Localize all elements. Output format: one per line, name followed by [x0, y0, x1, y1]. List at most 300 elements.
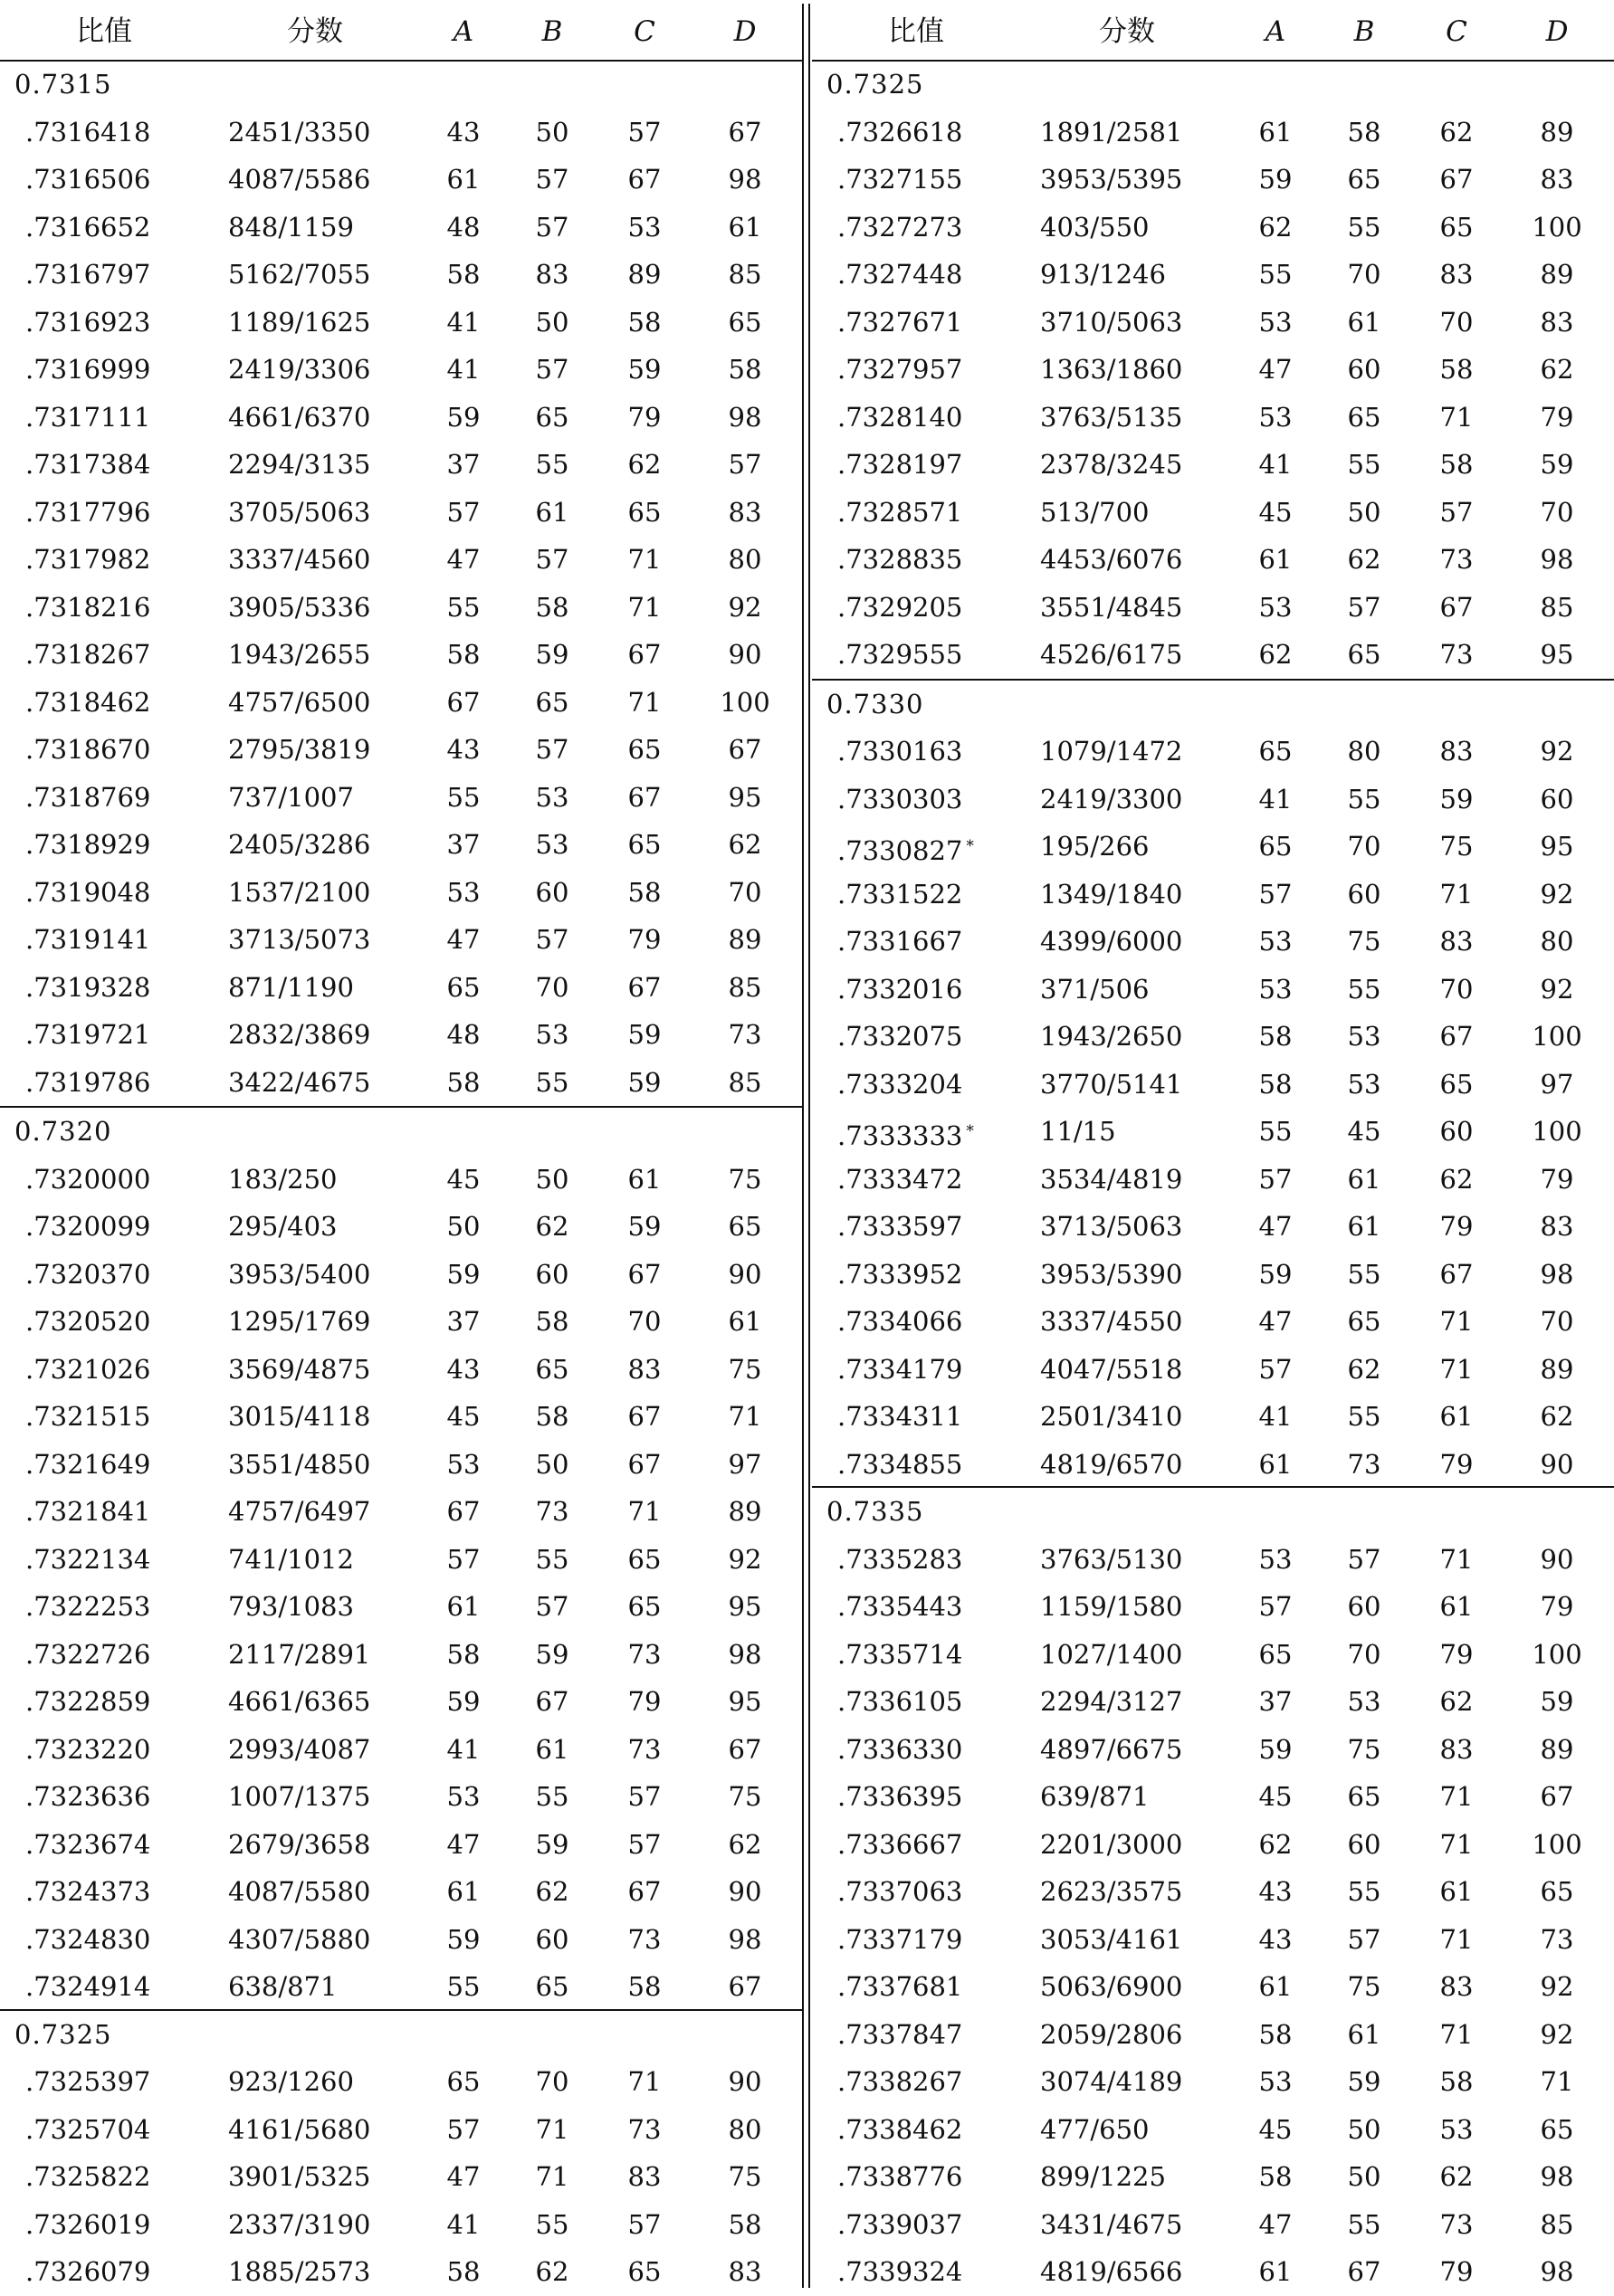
fraction-cell: 1295/1769	[228, 1306, 371, 1337]
b-cell: 55	[1347, 211, 1381, 243]
c-cell: 70	[1439, 306, 1474, 338]
c-cell: 65	[627, 1591, 662, 1622]
c-cell: 83	[1439, 1971, 1474, 2002]
table-row	[0, 1298, 802, 1346]
a-cell: 45	[446, 1163, 481, 1195]
header-b: B	[541, 15, 563, 48]
c-cell: 53	[627, 211, 662, 243]
ratio-cell: .7324830	[25, 1923, 151, 1955]
section-title: 0.7325	[14, 2018, 112, 2050]
c-cell: 65	[1439, 211, 1474, 243]
fraction-cell: 4087/5586	[228, 164, 371, 195]
c-cell: 83	[1439, 926, 1474, 957]
fraction-cell: 2419/3300	[1040, 783, 1183, 815]
b-cell: 65	[1347, 1781, 1381, 1812]
ratio-cell: .7323220	[25, 1733, 151, 1765]
d-cell: 89	[1540, 259, 1574, 290]
fraction-cell: 1943/2650	[1040, 1021, 1183, 1052]
b-cell: 50	[535, 116, 569, 148]
table-row	[812, 1726, 1614, 1774]
ratio-cell: .7326079	[25, 2256, 151, 2287]
c-cell: 71	[627, 1496, 662, 1527]
table-row	[0, 916, 802, 964]
a-cell: 58	[446, 2256, 481, 2287]
d-cell: 61	[728, 1306, 762, 1337]
b-cell: 55	[1347, 1401, 1381, 1432]
table-row	[0, 346, 802, 394]
c-cell: 57	[1439, 496, 1474, 528]
table-row	[0, 1963, 802, 2011]
table-row	[0, 774, 802, 822]
a-cell: 37	[446, 449, 481, 480]
ratio-cell: .7319141	[25, 924, 151, 955]
d-cell: 70	[1540, 496, 1574, 528]
c-cell: 71	[1439, 1923, 1474, 1955]
c-cell: 53	[1439, 2113, 1474, 2145]
table-header	[0, 4, 802, 62]
b-cell: 53	[1347, 1686, 1381, 1717]
ratio-cell: .7330163	[837, 736, 963, 767]
a-cell: 58	[1258, 1021, 1293, 1052]
b-cell: 65	[535, 686, 569, 718]
table-row	[812, 346, 1614, 394]
ratio-cell: .7316999	[25, 354, 151, 385]
b-cell: 61	[1347, 1211, 1381, 1242]
a-cell: 65	[1258, 1638, 1293, 1670]
table-row	[812, 2011, 1614, 2059]
table-row	[812, 251, 1614, 299]
c-cell: 73	[627, 2113, 662, 2145]
fraction-cell: 2419/3306	[228, 354, 371, 385]
ratio-cell: .7337063	[837, 1876, 963, 1907]
ratio-cell: .7328835	[837, 544, 963, 575]
footnote-mark: *	[966, 1122, 974, 1140]
ratio-cell: .7327957	[837, 354, 963, 385]
header-c: C	[634, 15, 655, 48]
b-cell: 61	[1347, 1163, 1381, 1195]
fraction-cell: 3422/4675	[228, 1066, 371, 1098]
fraction-cell: 195/266	[1040, 831, 1150, 862]
ratio-cell: .7325397	[25, 2066, 151, 2097]
b-cell: 62	[535, 1211, 569, 1242]
c-cell: 71	[627, 544, 662, 575]
d-cell: 60	[1540, 783, 1574, 815]
fraction-cell: 3763/5130	[1040, 1543, 1183, 1575]
table-row	[812, 1678, 1614, 1726]
section-group	[812, 679, 1614, 1489]
fraction-cell: 4453/6076	[1040, 544, 1183, 575]
a-cell: 61	[1258, 1971, 1293, 2002]
b-cell: 70	[535, 2066, 569, 2097]
d-cell: 70	[728, 876, 762, 908]
fraction-cell: 183/250	[228, 1163, 338, 1195]
c-cell: 65	[627, 496, 662, 528]
d-cell: 79	[1540, 1163, 1574, 1195]
fraction-cell: 3953/5390	[1040, 1258, 1183, 1290]
a-cell: 61	[1258, 2256, 1293, 2287]
fraction-cell: 371/506	[1040, 973, 1150, 1005]
a-cell: 65	[446, 971, 481, 1003]
b-cell: 53	[535, 1019, 569, 1050]
a-cell: 61	[1258, 544, 1293, 575]
c-cell: 62	[1439, 1163, 1474, 1195]
a-cell: 59	[1258, 164, 1293, 195]
b-cell: 50	[1347, 2113, 1381, 2145]
c-cell: 71	[1439, 1543, 1474, 1575]
c-cell: 70	[1439, 973, 1474, 1005]
b-cell: 80	[1347, 736, 1381, 767]
d-cell: 59	[1540, 449, 1574, 480]
ratio-cell: .7318462	[25, 686, 151, 718]
a-cell: 45	[1258, 496, 1293, 528]
d-cell: 97	[1540, 1068, 1574, 1100]
ratio-cell: .7336667	[837, 1828, 963, 1860]
a-cell: 61	[446, 1876, 481, 1907]
b-cell: 57	[1347, 591, 1381, 623]
d-cell: 90	[728, 2066, 762, 2097]
fraction-cell: 2832/3869	[228, 1019, 371, 1050]
a-cell: 61	[446, 1591, 481, 1622]
c-cell: 83	[627, 2161, 662, 2192]
table-row	[812, 1156, 1614, 1204]
ratio-cell: .7333597	[837, 1211, 963, 1242]
b-cell: 62	[1347, 1353, 1381, 1385]
table-row	[0, 1156, 802, 1204]
b-cell: 70	[535, 971, 569, 1003]
b-cell: 59	[535, 639, 569, 670]
b-cell: 53	[1347, 1021, 1381, 1052]
d-cell: 92	[1540, 1971, 1574, 2002]
c-cell: 58	[1439, 449, 1474, 480]
d-cell: 73	[728, 1019, 762, 1050]
section-group	[0, 2009, 802, 2296]
ratio-cell: .7321649	[25, 1448, 151, 1480]
c-cell: 59	[1439, 783, 1474, 815]
ratio-cell: .7326618	[837, 116, 963, 148]
b-cell: 73	[1347, 1448, 1381, 1480]
fraction-cell: 871/1190	[228, 971, 354, 1003]
a-cell: 53	[446, 1448, 481, 1480]
ratio-cell: .7321515	[25, 1401, 151, 1432]
table-row	[812, 204, 1614, 252]
d-cell: 75	[728, 2161, 762, 2192]
ratio-cell: .7333204	[837, 1068, 963, 1100]
b-cell: 70	[1347, 831, 1381, 862]
table-column-left	[0, 4, 802, 2288]
b-cell: 53	[1347, 1068, 1381, 1100]
table-row	[0, 1441, 802, 1489]
b-cell: 55	[535, 1066, 569, 1098]
c-cell: 65	[627, 829, 662, 860]
c-cell: 58	[627, 1971, 662, 2002]
table-row	[0, 726, 802, 774]
c-cell: 71	[1439, 1306, 1474, 1337]
fraction-cell: 2679/3658	[228, 1828, 371, 1860]
d-cell: 80	[1540, 926, 1574, 957]
b-cell: 45	[1347, 1116, 1381, 1147]
d-cell: 90	[728, 639, 762, 670]
a-cell: 41	[446, 1733, 481, 1765]
d-cell: 95	[1540, 639, 1574, 670]
ratio-cell: .7338776	[837, 2161, 963, 2192]
fraction-cell: 3953/5400	[228, 1258, 371, 1290]
table-row	[0, 1916, 802, 1964]
d-cell: 98	[1540, 2161, 1574, 2192]
a-cell: 65	[1258, 736, 1293, 767]
table-row	[0, 109, 802, 157]
ratio-cell: .7339324	[837, 2256, 963, 2287]
a-cell: 53	[1258, 926, 1293, 957]
c-cell: 73	[627, 1923, 662, 1955]
b-cell: 50	[1347, 496, 1381, 528]
a-cell: 65	[446, 2066, 481, 2097]
ratio-cell: .7318267	[25, 639, 151, 670]
fraction-cell: 1027/1400	[1040, 1638, 1183, 1670]
section-title: 0.7325	[826, 69, 924, 100]
d-cell: 100	[1532, 1021, 1582, 1052]
b-cell: 57	[535, 924, 569, 955]
ratio-cell: .7331522	[837, 878, 963, 910]
table-row	[812, 2153, 1614, 2201]
a-cell: 47	[446, 2161, 481, 2192]
a-cell: 53	[446, 876, 481, 908]
a-cell: 59	[446, 1686, 481, 1717]
b-cell: 61	[1347, 2018, 1381, 2050]
c-cell: 71	[1439, 1828, 1474, 1860]
header-d: D	[1545, 15, 1569, 48]
a-cell: 48	[446, 1019, 481, 1050]
table-row	[0, 1868, 802, 1916]
table-row	[0, 1583, 802, 1631]
a-cell: 47	[1258, 354, 1293, 385]
fraction-cell: 5162/7055	[228, 259, 371, 290]
ratio-cell: .7339037	[837, 2208, 963, 2240]
b-cell: 55	[1347, 449, 1381, 480]
a-cell: 41	[446, 354, 481, 385]
fraction-cell: 4757/6497	[228, 1496, 371, 1527]
c-cell: 67	[1439, 1021, 1474, 1052]
d-cell: 85	[728, 971, 762, 1003]
ratio-cell: .7318670	[25, 734, 151, 765]
b-cell: 55	[535, 1543, 569, 1575]
fraction-cell: 3953/5395	[1040, 164, 1183, 195]
d-cell: 95	[728, 1686, 762, 1717]
table-row	[0, 1678, 802, 1726]
d-cell: 75	[728, 1353, 762, 1385]
table-row	[812, 1821, 1614, 1869]
table-row	[0, 2058, 802, 2106]
table-row	[0, 1773, 802, 1821]
table-row	[812, 1013, 1614, 1061]
table-row	[812, 2201, 1614, 2249]
fraction-cell: 403/550	[1040, 211, 1150, 243]
table-row	[0, 631, 802, 679]
ratio-cell: .7319786	[25, 1066, 151, 1098]
ratio-cell: .7334066	[837, 1306, 963, 1337]
b-cell: 58	[535, 591, 569, 623]
table-row	[812, 1393, 1614, 1441]
c-cell: 79	[627, 1686, 662, 1717]
table-row	[0, 584, 802, 632]
header-fraction: 分数	[1099, 15, 1155, 48]
c-cell: 57	[627, 2208, 662, 2240]
b-cell: 70	[1347, 1638, 1381, 1670]
c-cell: 65	[627, 734, 662, 765]
b-cell: 50	[535, 1448, 569, 1480]
b-cell: 60	[1347, 878, 1381, 910]
fraction-cell: 899/1225	[1040, 2161, 1166, 2192]
a-cell: 62	[1258, 639, 1293, 670]
d-cell: 92	[1540, 878, 1574, 910]
c-cell: 70	[627, 1306, 662, 1337]
fraction-cell: 1885/2573	[228, 2256, 371, 2287]
a-cell: 67	[446, 686, 481, 718]
d-cell: 70	[1540, 1306, 1574, 1337]
section-group	[812, 61, 1614, 679]
d-cell: 89	[1540, 116, 1574, 148]
d-cell: 80	[728, 2113, 762, 2145]
c-cell: 67	[627, 1448, 662, 1480]
c-cell: 65	[1439, 1068, 1474, 1100]
fraction-cell: 1189/1625	[228, 306, 371, 338]
a-cell: 53	[1258, 1543, 1293, 1575]
fraction-cell: 2201/3000	[1040, 1828, 1183, 1860]
a-cell: 45	[1258, 1781, 1293, 1812]
table-row	[0, 156, 802, 204]
ratio-cell: .7316923	[25, 306, 151, 338]
table-row	[812, 1631, 1614, 1679]
ratio-cell: .7333333 *	[837, 1120, 974, 1151]
fraction-cell: 737/1007	[228, 781, 354, 813]
c-cell: 62	[1439, 1686, 1474, 1717]
ratio-cell: .7336330	[837, 1733, 963, 1765]
b-cell: 58	[535, 1401, 569, 1432]
ratio-cell: .7316652	[25, 211, 151, 243]
d-cell: 59	[1540, 1686, 1574, 1717]
d-cell: 98	[728, 1923, 762, 1955]
a-cell: 58	[446, 639, 481, 670]
c-cell: 73	[1439, 544, 1474, 575]
a-cell: 57	[1258, 878, 1293, 910]
table-row	[812, 918, 1614, 966]
b-cell: 75	[1347, 1971, 1381, 2002]
ratio-cell: .7327448	[837, 259, 963, 290]
b-cell: 65	[535, 1353, 569, 1385]
table-row	[0, 251, 802, 299]
ratio-cell: .7329555	[837, 639, 963, 670]
ratio-cell: .7316506	[25, 164, 151, 195]
fraction-cell: 3710/5063	[1040, 306, 1183, 338]
c-cell: 61	[1439, 1401, 1474, 1432]
b-cell: 59	[1347, 2066, 1381, 2097]
ratio-cell: .7334311	[837, 1401, 963, 1432]
fraction-cell: 11/15	[1040, 1116, 1116, 1147]
d-cell: 92	[1540, 973, 1574, 1005]
ratio-cell: .7317111	[25, 401, 151, 433]
c-cell: 67	[1439, 164, 1474, 195]
d-cell: 85	[728, 1066, 762, 1098]
b-cell: 61	[535, 496, 569, 528]
fraction-cell: 4161/5680	[228, 2113, 371, 2145]
ratio-cell: .7316797	[25, 259, 151, 290]
d-cell: 83	[1540, 164, 1574, 195]
table-row	[812, 1583, 1614, 1631]
c-cell: 67	[627, 639, 662, 670]
c-cell: 67	[627, 1258, 662, 1290]
table-row	[812, 299, 1614, 347]
a-cell: 37	[1258, 1686, 1293, 1717]
d-cell: 90	[728, 1258, 762, 1290]
a-cell: 53	[1258, 973, 1293, 1005]
c-cell: 58	[627, 306, 662, 338]
b-cell: 55	[1347, 1258, 1381, 1290]
ratio-cell: .7320520	[25, 1306, 151, 1337]
section-title: 0.7320	[14, 1116, 112, 1147]
c-cell: 79	[627, 924, 662, 955]
c-cell: 58	[1439, 2066, 1474, 2097]
b-cell: 62	[1347, 544, 1381, 575]
section-group	[812, 1486, 1614, 2296]
a-cell: 43	[446, 734, 481, 765]
d-cell: 100	[720, 686, 770, 718]
table-row	[812, 776, 1614, 824]
c-cell: 61	[1439, 1591, 1474, 1622]
fraction-cell: 741/1012	[228, 1543, 354, 1575]
b-cell: 57	[535, 211, 569, 243]
d-cell: 90	[728, 1876, 762, 1907]
b-cell: 55	[535, 1781, 569, 1812]
table-row	[0, 964, 802, 1012]
table-row	[812, 2058, 1614, 2106]
a-cell: 59	[1258, 1258, 1293, 1290]
table-row	[812, 2248, 1614, 2296]
c-cell: 73	[627, 1638, 662, 1670]
table-row	[0, 2106, 802, 2154]
b-cell: 55	[1347, 1876, 1381, 1907]
ratio-cell: .7327671	[837, 306, 963, 338]
ratio-cell: .7336395	[837, 1781, 963, 1812]
c-cell: 67	[1439, 591, 1474, 623]
table-row	[0, 1011, 802, 1059]
header-b: B	[1353, 15, 1375, 48]
a-cell: 61	[1258, 1448, 1293, 1480]
d-cell: 62	[728, 1828, 762, 1860]
a-cell: 37	[446, 1306, 481, 1337]
b-cell: 83	[535, 259, 569, 290]
ratio-cell: .7320000	[25, 1163, 151, 1195]
ratio-cell: .7317384	[25, 449, 151, 480]
d-cell: 85	[728, 259, 762, 290]
c-cell: 79	[1439, 1448, 1474, 1480]
d-cell: 95	[728, 1591, 762, 1622]
table-column-right	[812, 4, 1614, 2288]
table-row	[812, 489, 1614, 537]
table-row	[812, 156, 1614, 204]
a-cell: 57	[1258, 1163, 1293, 1195]
c-cell: 59	[627, 1066, 662, 1098]
a-cell: 41	[1258, 783, 1293, 815]
table-header	[812, 4, 1614, 62]
a-cell: 41	[1258, 1401, 1293, 1432]
ratio-cell: .7320370	[25, 1258, 151, 1290]
c-cell: 71	[627, 591, 662, 623]
a-cell: 45	[446, 1401, 481, 1432]
fraction-cell: 2294/3135	[228, 449, 371, 480]
b-cell: 57	[535, 734, 569, 765]
column-divider-right	[808, 4, 810, 2288]
b-cell: 57	[1347, 1543, 1381, 1575]
c-cell: 57	[627, 116, 662, 148]
